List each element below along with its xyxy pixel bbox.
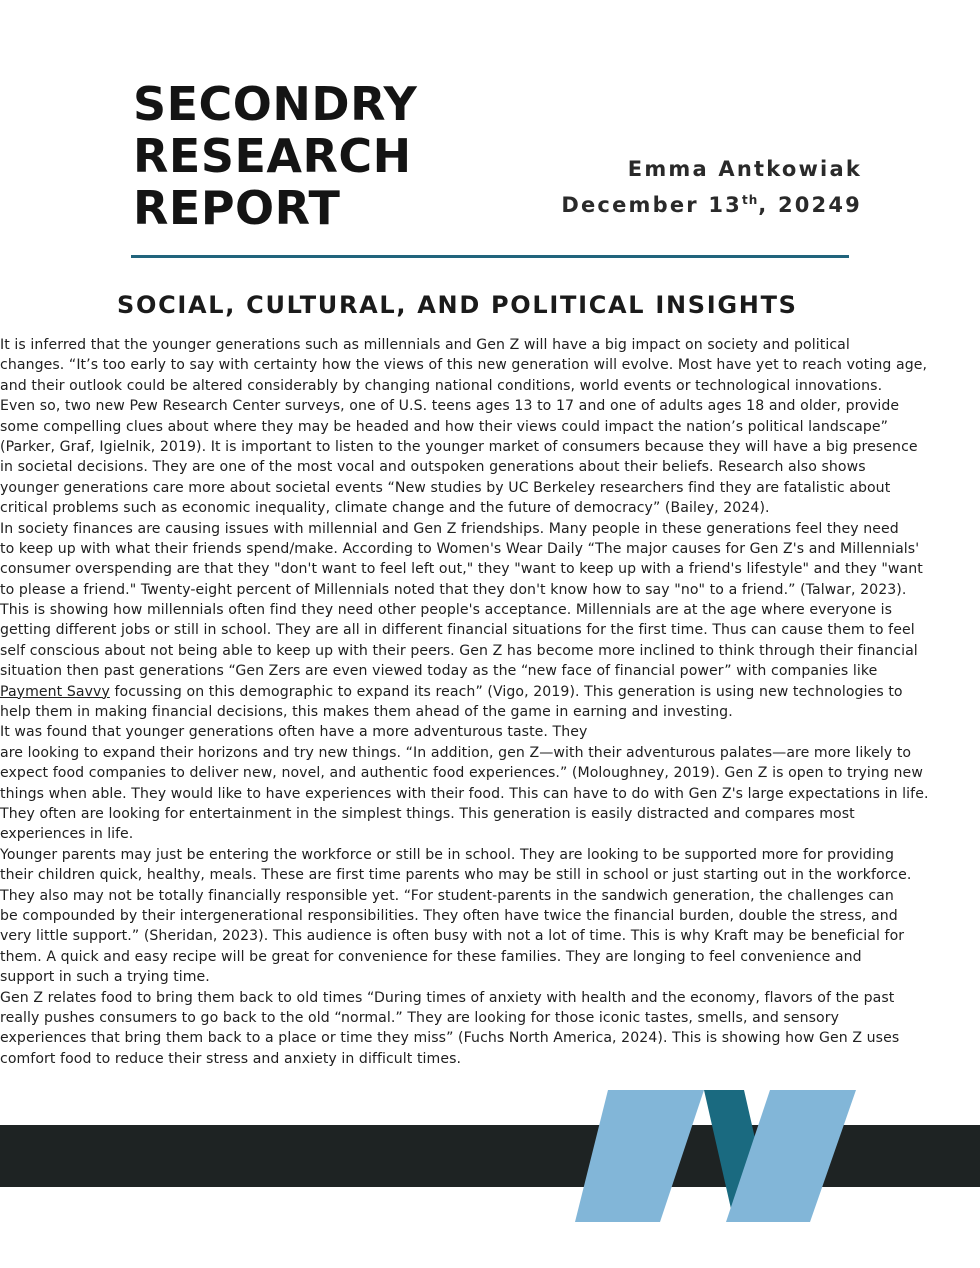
body-line (0, 682, 980, 702)
body-line: some compelling clues about where they may be headed and how their views could impact the nation’s political landscape” (0, 418, 889, 435)
body-line: In society finances are causing issues with millennial and Gen Z friendships. Many people in these generations feel they need (0, 520, 899, 537)
author-block (561, 154, 862, 221)
payment-savvy-link[interactable]: Payment Savvy (0, 683, 110, 700)
body-line: Gen Z relates food to bring them back to old times “During times of anxiety with health and the economy, flavors of the past (0, 989, 895, 1006)
footer-stripes-graphic (560, 1085, 860, 1225)
body-line: support in such a trying time. (0, 969, 210, 986)
date-year: , 20249 (758, 193, 862, 217)
body-line: It is inferred that the younger generations such as millennials and Gen Z will have a big impact on society and political (0, 337, 850, 353)
title-line-1: SECONDRY (133, 77, 418, 131)
title-line-3: REPORT (133, 181, 341, 235)
body-line: be compounded by their intergenerational responsibilities. They often have twice the financial burden, double the stress, and (0, 907, 898, 924)
body-line: self conscious about not being able to keep up with their peers. Gen Z has become more inclined to think through their financial (0, 642, 918, 659)
body-line: their children quick, healthy, meals. These are first time parents who may be still in school or just starting out in the workforce. (0, 867, 912, 884)
body-line: experiences in life. (0, 826, 134, 843)
body-line: them. A quick and easy recipe will be great for convenience for these families. They are longing to feel convenience and (0, 948, 862, 965)
header-divider (131, 255, 849, 258)
title-line-2: RESEARCH (133, 129, 412, 183)
body-line: comfort food to reduce their stress and anxiety in difficult times. (0, 1050, 462, 1067)
body-line: things when able. They would like to have experiences with their food. This can have to do with Gen Z's large expectations in life. (0, 785, 929, 802)
stripe-left (575, 1090, 704, 1222)
body-line: They often are looking for entertainment in the simplest things. This generation is easily distracted and compares most (0, 805, 855, 822)
body-line: to keep up with what their friends spend/make. According to Women's Wear Daily “The major causes for Gen Z's and Millennials' (0, 540, 920, 557)
body-line: and their outlook could be altered considerably by changing national conditions, world events or technological innovations. (0, 377, 883, 394)
link-trailing-text: focussing on this demographic to expand its reach” (Vigo, 2019). This generation is using new technologies to (109, 683, 903, 700)
date-suffix: th (741, 193, 759, 207)
date-prefix: December 13 (561, 193, 742, 217)
body-line: Younger parents may just be entering the workforce or still be in school. They are looking to be supported more for providing (0, 846, 894, 863)
report-date (561, 185, 862, 221)
body-line: expect food companies to deliver new, novel, and authentic food experiences.” (Moloughney, 2019). Gen Z is open to trying new (0, 765, 923, 782)
body-line: (Parker, Graf, Igielnik, 2019). It is important to listen to the younger market of consumers because they will have a big presence (0, 438, 918, 455)
body-text (0, 335, 980, 1069)
body-line: situation then past generations “Gen Zers are even viewed today as the “new face of financial power” with companies like (0, 663, 878, 680)
body-line: It was found that younger generations often have a more adventurous taste. They (0, 724, 588, 741)
section-heading: SOCIAL, CULTURAL, AND POLITICAL INSIGHTS (117, 291, 798, 319)
body-line: help them in making financial decisions, this makes them ahead of the game in earning and investing. (0, 704, 733, 721)
body-line: very little support.” (Sheridan, 2023). This audience is often busy with not a lot of time. This is why Kraft may be beneficial for (0, 928, 905, 945)
body-line: This is showing how millennials often find they need other people's acceptance. Millennials are at the age where everyone is (0, 602, 893, 619)
body-line: in societal decisions. They are one of the most vocal and outspoken generations about their beliefs. Research also shows (0, 459, 866, 476)
body-line: consumer overspending are that they "don't want to feel left out," they "want to keep up with a friend's lifestyle" and they "want (0, 561, 923, 578)
body-line: experiences that bring them back to a place or time they miss” (Fuchs North America, 2024). This is showing how Gen Z uses (0, 1030, 900, 1047)
body-line: younger generations care more about societal events “New studies by UC Berkeley researchers find they are fatalistic about (0, 479, 891, 496)
body-line: Even so, two new Pew Research Center surveys, one of U.S. teens ages 13 to 17 and one of adults ages 18 and older, provide (0, 398, 900, 415)
body-line: are looking to expand their horizons and try new things. “In addition, gen Z—with their adventurous palates—are more likely to (0, 744, 912, 761)
body-line: to please a friend." Twenty-eight percent of Millennials noted that they don't know how to say "no" to a friend.” (Talwar, 2023). (0, 581, 907, 598)
body-line: really pushes consumers to go back to the old “normal.” They are looking for those iconic tastes, smells, and sensory (0, 1009, 840, 1026)
body-line: They also may not be totally financially responsible yet. “For student-parents in the sandwich generation, the challenges can (0, 887, 894, 904)
author-name: Emma Antkowiak (627, 157, 862, 181)
body-line: getting different jobs or still in school. They are all in different financial situations for the first time. Thus can cause them to feel (0, 622, 915, 639)
body-line: critical problems such as economic inequality, climate change and the future of democracy” (Bailey, 2024). (0, 500, 770, 517)
report-title (133, 78, 417, 234)
body-line: changes. “It’s too early to say with certainty how the views of this new generation will evolve. Most have yet to reach voting age, (0, 357, 928, 374)
